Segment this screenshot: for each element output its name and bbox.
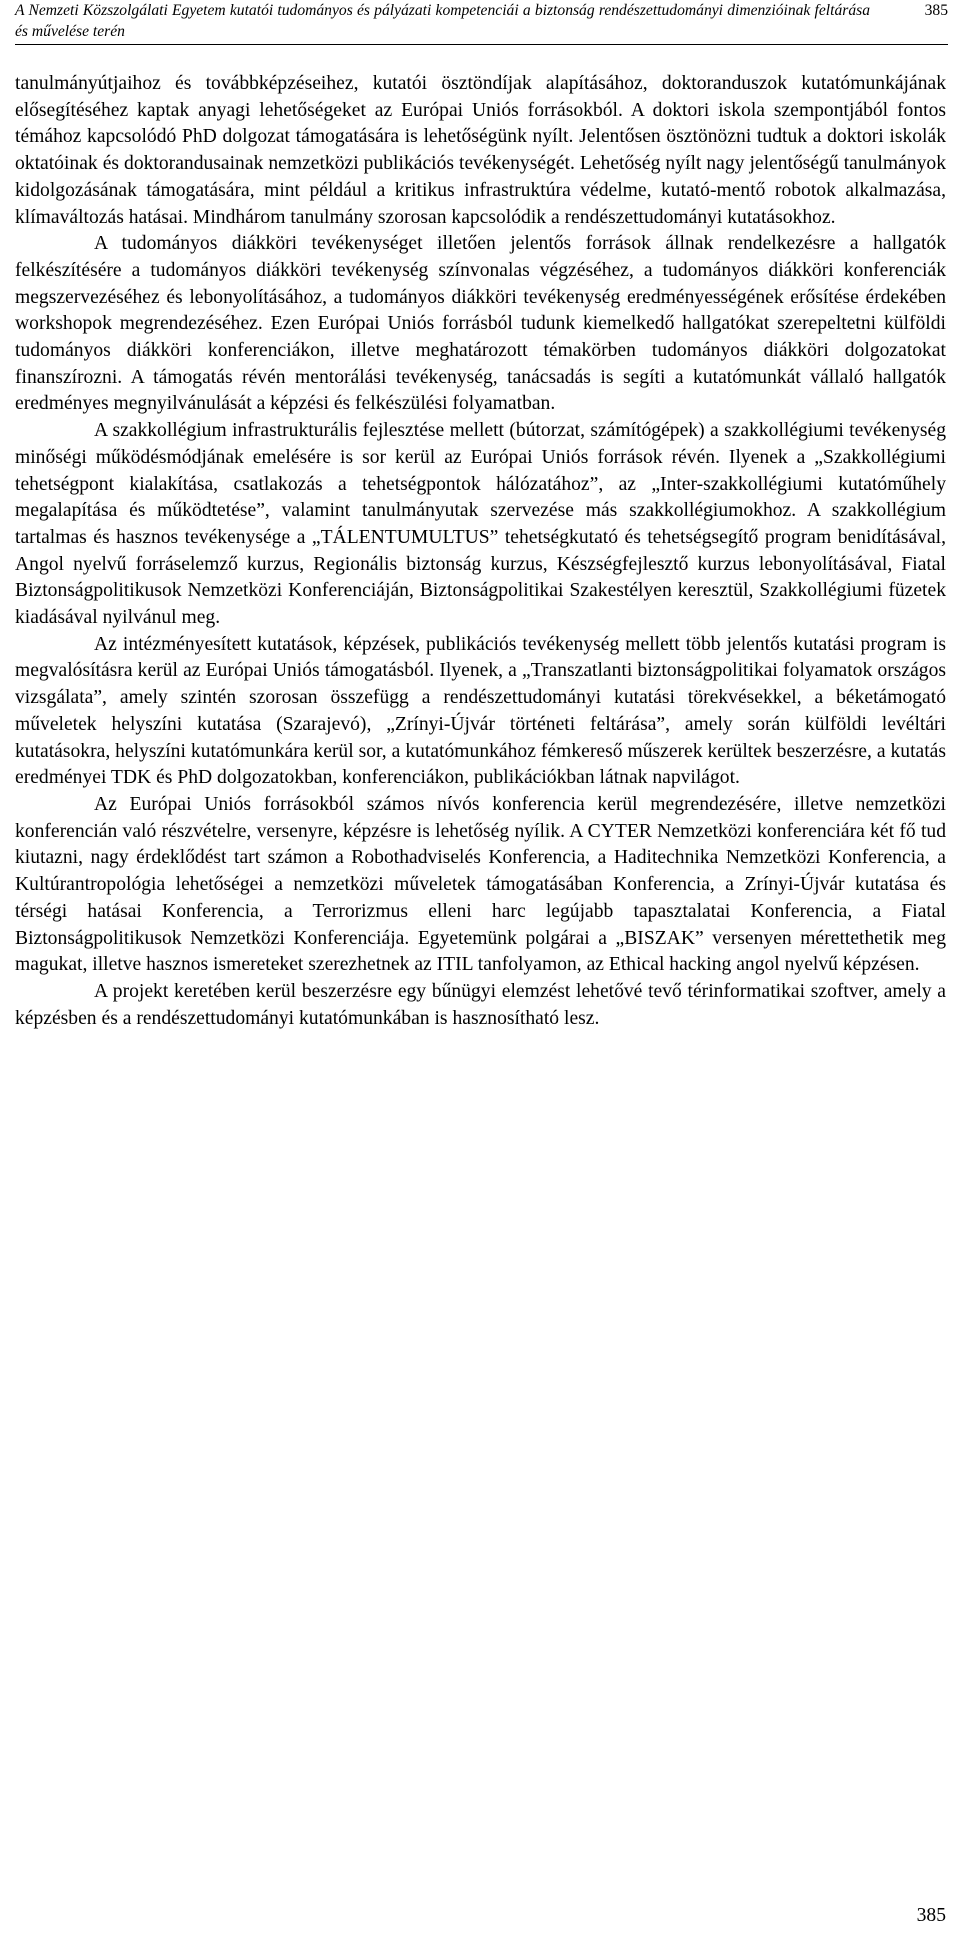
footer-page-number: 385 — [916, 1905, 946, 1926]
header-page-number: 385 — [924, 2, 948, 19]
paragraph-software: A projekt keretében kerül beszerzésre egy bűnügyi elemzést lehetővé tevő térinformatikai szoftver, amely a képzésben és a rendészettudományi kutatómunkában is hasznosítható lesz. — [15, 980, 946, 1029]
paragraph-college: A szakkollégium infrastrukturális fejlesztése mellett (bútorzat, számítógépek) a szakkollégiumi tevékenység minőségi működésmódjának emelésére is sor kerül az Európai Uniós források révén. Ilyenek a „Szakkollégiumi tehetségpont kialakítása, csatlakozás a tehetségpontok hálózatához”, az „Inter-szakkollégiumi kutatóműhely megalapítása és működtetése”, valamint tanulmányutak szervezése más szakkollégiumokhoz. A szakkollégium tartalmas és hasznos tevékenysége a „TÁLENTUMULTUS” tehetségkutató és tehetségsegítő program benidításával, Angol nyelvű forráselemző kurzus, Regionális biztonság kurzus, Készségfejlesztő kurzus lebonyolításával, Fiatal Biztonságpolitikusok Nemzetközi Konferenciáján, Biztonságpolitikai Szakestélyen keresztül, Szakkollégiumi füzetek kiadásával nyilvánul meg. — [15, 420, 946, 629]
paragraph-student-research: A tudományos diákköri tevékenységet illetően jelentős források állnak rendelkezésre a hallgatók felkészítésére a tudományos diákköri tevékenység színvonalas végzéséhez, a tudományos diákköri konferenciák megszervezéséhez és lebonyolításához, a tudományos diákköri tevékenység eredményességének erősítése érdekében workshopok megrendezéséhez. Ezen Európai Uniós forrásból tudunk kiemelkedő hallgatókat szerepeltetni külföldi tudományos diákköri konferenciákon, illetve meghatározott témakörben tudományos diákköri dolgozatokat finanszírozni. A támogatás révén mentorálási tevékenység, tanácsadás is segíti a kutatómunkát vállaló hallgatók eredményes megnyilvánulását a képzési és felkészülési folyamatban. — [15, 233, 946, 415]
paragraph-conferences: Az Európai Uniós forrásokból számos nívós konferencia kerül megrendezésére, illetve nemzetközi konferencián való részvételre, versenyre, képzésre is lehetőség nyílik. A CYTER Nemzetközi konferenciára két fő tud kiutazni, nagy érdeklődést tart számon a Robothadviselés Konferencia, a Haditechnika Nemzetközi Konferencia, a Kultúrantropológia lehetőségei a nemzetközi műveletek támogatásában Konferencia, a Zrínyi-Újvár kutatása és térségi hatásai Konferencia, a Terrorizmus elleni harc legújabb tapasztalatai Konferencia, a Fiatal Biztonságpolitikusok Nemzetközi Konferenciája. Egyetemünk polgárai a „BISZAK” versenyen mérettethetik meg magukat, illetve hasznos ismereteket szerezhetnek az ITIL tanfolyamon, az Ethical hacking angol nyelvű képzésen. — [15, 793, 946, 976]
page-header — [15, 0, 948, 42]
running-title: A Nemzeti Közszolgálati Egyetem kutatói tudományos és pályázati kompetenciái a biztonság rendészettudományi dimenzióinak feltárása és művelése terén — [15, 2, 870, 40]
paragraph-research-programs: Az intézményesített kutatások, képzések, publikációs tevékenység mellett több jelentős kutatási program is megvalósításra kerül az Európai Uniós támogatásból. Ilyenek, a „Transzatlanti biztonságpolitikai folyamatok országos vizsgálata”, amely szintén szorosan összefügg a rendészettudományi kutatási törekvésekkel, a béketámogató műveletek helyszíni kutatása (Szarajevó), „Zrínyi-Újvár történeti feltárása”, amely során külföldi levéltári kutatásokra, helyszíni kutatómunkára kerül sor, a kutatómunkához fémkereső műszerek kerültek beszerzésre, a kutatás eredményei TDK és PhD dolgozatokban, konferenciákon, publikációkban látnak napvilágot. — [15, 633, 946, 789]
header-divider — [15, 44, 948, 45]
paragraph-continued: tanulmányútjaihoz és továbbképzéseihez, kutatói ösztöndíjak alapításához, doktoranduszok kutatómunkájának elősegítéséhez kaptak anyagi lehetőségeket az Európai Uniós forrásokból. A doktori iskola szempontjából fontos témához kapcsolódó PhD dolgozat támogatására is lehetőségünk nyílt. Jelentősen ösztönözni tudtuk a doktori iskolák oktatóinak és doktorandusainak nemzetközi publikációs tevékenységét. Lehetőség nyílt nagy jelentőségű tanulmányok kidolgozásának támogatására, mint például a kritikus infrastruktúra védelme, kutató-mentő robotok alkalmazása, klímaváltozás hatásai. Mindhárom tanulmány szorosan kapcsolódik a rendészettudományi kutatásokhoz. — [15, 73, 946, 228]
body-text — [15, 71, 946, 1032]
